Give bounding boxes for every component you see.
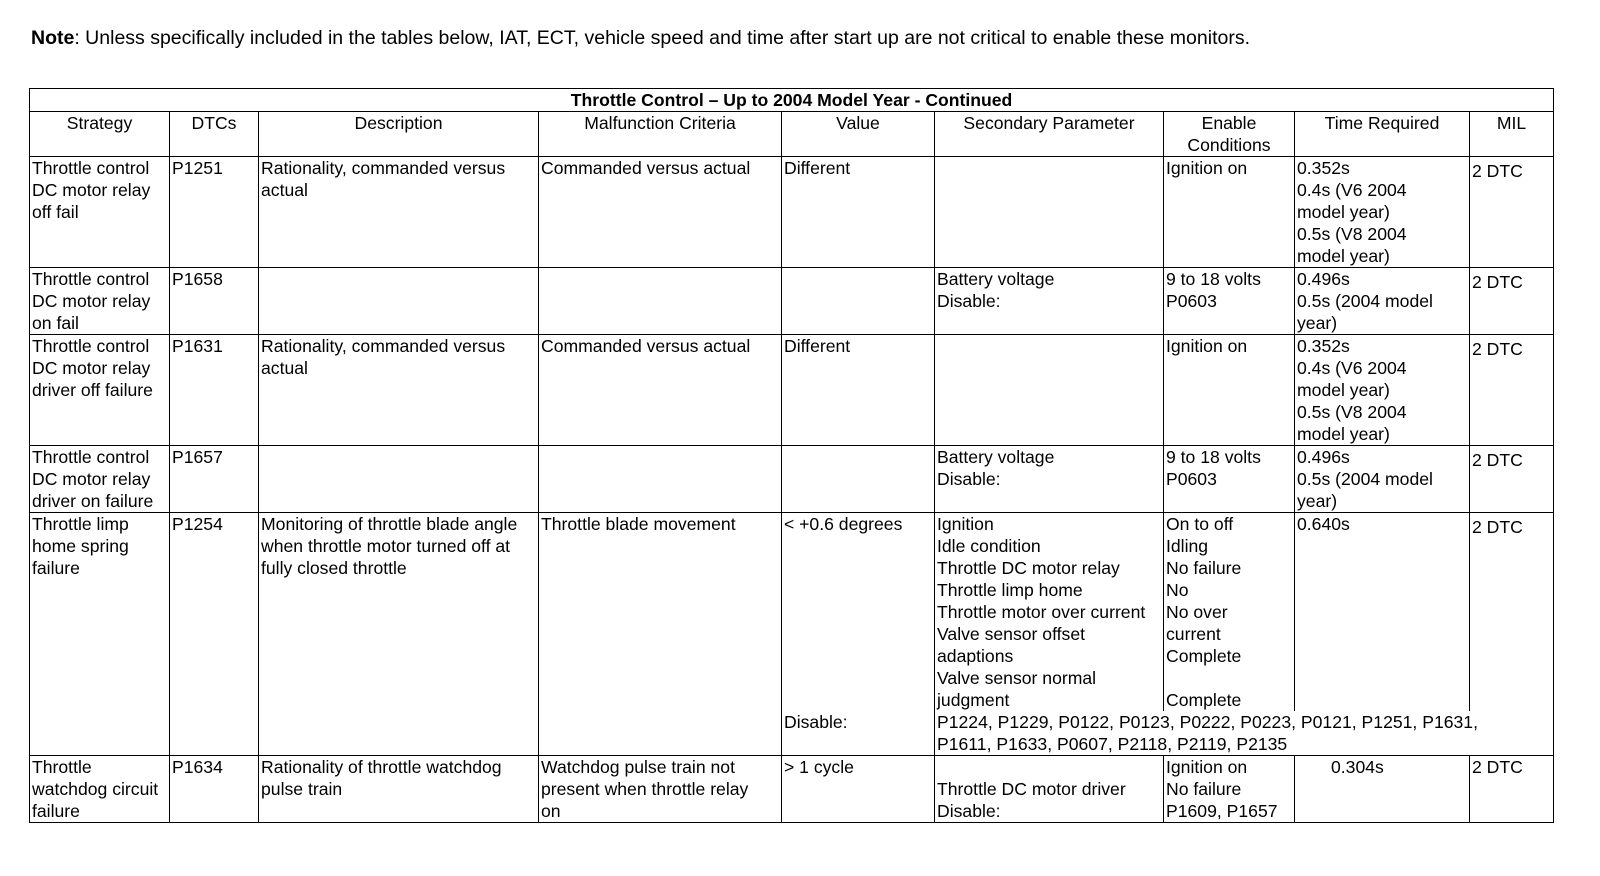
cell-enable: Ignition on No failure P1609, P1657 bbox=[1164, 756, 1295, 823]
cell-criteria bbox=[539, 446, 782, 513]
cell-value: < +0.6 degrees bbox=[782, 513, 935, 712]
cell-secondary: Battery voltage Disable: bbox=[935, 268, 1164, 335]
cell-description bbox=[259, 446, 539, 513]
cell-strategy: Throttle watchdog circuit failure bbox=[30, 756, 170, 823]
cell-secondary: Ignition Idle condition Throttle DC motor relay Throttle limp home Throttle motor over current Valve sensor offset adaptions Valve sensor normal judgment bbox=[935, 513, 1164, 712]
table-title-row bbox=[30, 89, 1554, 112]
cell-dtc: P1658 bbox=[170, 268, 259, 335]
cell-time: 0.352s 0.4s (V6 2004 model year) 0.5s (V8 2004 model year) bbox=[1295, 335, 1470, 446]
cell-time: 0.640s bbox=[1295, 513, 1470, 712]
header-description: Description bbox=[259, 112, 539, 157]
cell-secondary bbox=[935, 335, 1164, 446]
cell-strategy: Throttle control DC motor relay on fail bbox=[30, 268, 170, 335]
cell-enable: Ignition on bbox=[1164, 157, 1295, 268]
cell-value: Different bbox=[782, 157, 935, 268]
cell-description bbox=[259, 268, 539, 335]
cell-mil: 2 DTC bbox=[1470, 513, 1554, 712]
header-value: Value bbox=[782, 112, 935, 157]
cell-time: 0.496s 0.5s (2004 model year) bbox=[1295, 446, 1470, 513]
cell-time: 0.304s bbox=[1295, 756, 1470, 823]
table-row bbox=[30, 268, 1554, 335]
cell-enable: 9 to 18 volts P0603 bbox=[1164, 268, 1295, 335]
cell-disable-label: Disable: bbox=[782, 711, 935, 756]
header-mil: MIL bbox=[1470, 112, 1554, 157]
throttle-control-table bbox=[29, 88, 1554, 823]
cell-enable: Ignition on bbox=[1164, 335, 1295, 446]
cell-criteria bbox=[539, 268, 782, 335]
cell-dtc: P1254 bbox=[170, 513, 259, 756]
table-row bbox=[30, 756, 1554, 823]
cell-dtc: P1657 bbox=[170, 446, 259, 513]
cell-secondary: Throttle DC motor driver Disable: bbox=[935, 756, 1164, 823]
table-header-row bbox=[30, 112, 1554, 157]
cell-dtc: P1251 bbox=[170, 157, 259, 268]
cell-criteria: Commanded versus actual bbox=[539, 157, 782, 268]
cell-value bbox=[782, 446, 935, 513]
cell-secondary bbox=[935, 157, 1164, 268]
note-line bbox=[31, 25, 1250, 51]
table-title: Throttle Control – Up to 2004 Model Year - Continued bbox=[30, 89, 1554, 112]
header-dtcs: DTCs bbox=[170, 112, 259, 157]
cell-description: Rationality of throttle watchdog pulse train bbox=[259, 756, 539, 823]
cell-value: Different bbox=[782, 335, 935, 446]
cell-criteria: Throttle blade movement bbox=[539, 513, 782, 756]
header-strategy: Strategy bbox=[30, 112, 170, 157]
cell-value bbox=[782, 268, 935, 335]
cell-description: Monitoring of throttle blade angle when throttle motor turned off at fully closed throttle bbox=[259, 513, 539, 756]
cell-mil: 2 DTC bbox=[1470, 446, 1554, 513]
cell-time: 0.496s 0.5s (2004 model year) bbox=[1295, 268, 1470, 335]
cell-enable: On to off Idling No failure No No over current Complete Complete bbox=[1164, 513, 1295, 712]
cell-secondary: Battery voltage Disable: bbox=[935, 446, 1164, 513]
cell-strategy: Throttle control DC motor relay driver on failure bbox=[30, 446, 170, 513]
header-secondary-parameter: Secondary Parameter bbox=[935, 112, 1164, 157]
header-time-required: Time Required bbox=[1295, 112, 1470, 157]
table-row bbox=[30, 513, 1554, 712]
cell-mil: 2 DTC bbox=[1470, 756, 1554, 823]
cell-criteria: Watchdog pulse train not present when throttle relay on bbox=[539, 756, 782, 823]
cell-value: > 1 cycle bbox=[782, 756, 935, 823]
cell-disable-codes: P1224, P1229, P0122, P0123, P0222, P0223, P0121, P1251, P1631, P1611, P1633, P0607, P2118, P2119, P2135 bbox=[935, 711, 1554, 756]
table-row bbox=[30, 157, 1554, 268]
cell-mil: 2 DTC bbox=[1470, 268, 1554, 335]
table-row bbox=[30, 446, 1554, 513]
cell-mil: 2 DTC bbox=[1470, 157, 1554, 268]
cell-time: 0.352s 0.4s (V6 2004 model year) 0.5s (V8 2004 model year) bbox=[1295, 157, 1470, 268]
cell-description: Rationality, commanded versus actual bbox=[259, 335, 539, 446]
cell-criteria: Commanded versus actual bbox=[539, 335, 782, 446]
header-malfunction-criteria: Malfunction Criteria bbox=[539, 112, 782, 157]
cell-mil: 2 DTC bbox=[1470, 335, 1554, 446]
note-text: : Unless specifically included in the tables below, IAT, ECT, vehicle speed and time after start up are not critical to enable these monitors. bbox=[74, 27, 1250, 49]
cell-description: Rationality, commanded versus actual bbox=[259, 157, 539, 268]
cell-strategy: Throttle control DC motor relay driver off failure bbox=[30, 335, 170, 446]
cell-strategy: Throttle limp home spring failure bbox=[30, 513, 170, 756]
note-label: Note bbox=[31, 27, 75, 49]
table-row bbox=[30, 335, 1554, 446]
cell-enable: 9 to 18 volts P0603 bbox=[1164, 446, 1295, 513]
cell-dtc: P1634 bbox=[170, 756, 259, 823]
cell-strategy: Throttle control DC motor relay off fail bbox=[30, 157, 170, 268]
cell-dtc: P1631 bbox=[170, 335, 259, 446]
header-enable-conditions: Enable Conditions bbox=[1164, 112, 1295, 157]
